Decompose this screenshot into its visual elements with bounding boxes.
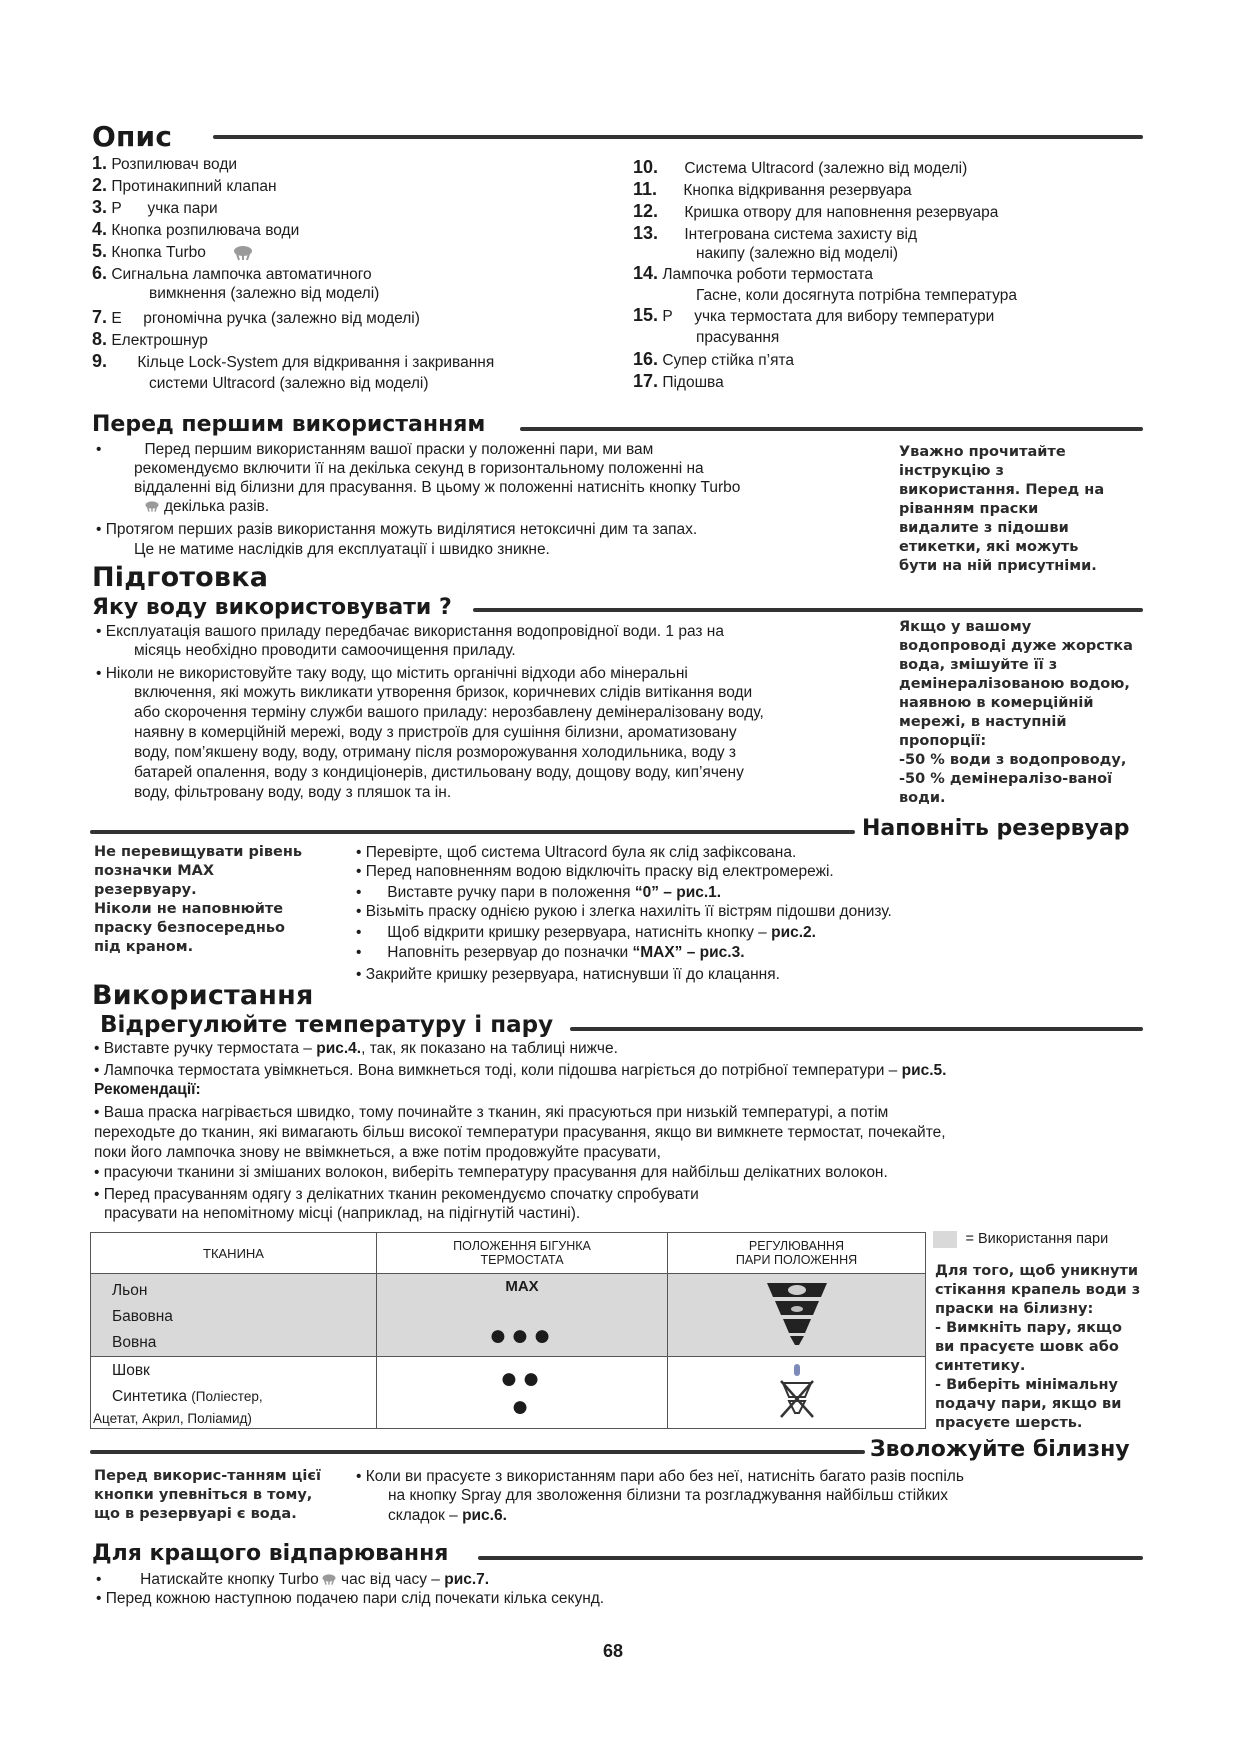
- section-title-moisten: Зволожуйте білизну: [870, 1437, 1130, 1462]
- steam-legend-text: = Використання пари: [965, 1231, 1109, 1247]
- table-header-thermostat: [377, 1233, 668, 1274]
- parts-item: системи Ultracord (залежно від моделі): [149, 375, 429, 392]
- turbo-icon: [144, 500, 160, 513]
- section-title-before-first-use: Перед першим використанням: [92, 412, 486, 437]
- text-line: [356, 883, 721, 902]
- parts-item: 14. Лампочка роботи термостата: [633, 263, 873, 283]
- text-line: [356, 923, 816, 942]
- side-line: інструкцію з: [899, 463, 1004, 479]
- side-note-water: [899, 618, 1133, 808]
- side-line: ріванням праски: [899, 501, 1039, 517]
- thermostat-dots-3: ●●●: [488, 1319, 556, 1352]
- parts-item: 10. Система Ultracord (залежно від моделі): [633, 157, 968, 177]
- side-line: води.: [899, 790, 946, 806]
- text-line: • Експлуатація вашого приладу передбачає використання водопровідної води. 1 раз на: [96, 623, 724, 640]
- side-line: використання. Перед на: [899, 482, 1105, 498]
- text-fragment: • Виставте ручку термостата –: [94, 1040, 317, 1057]
- text-fragment: складок –: [388, 1507, 463, 1524]
- parts-item: 5. Кнопка Turbo: [92, 242, 254, 262]
- text-line: • Перед наповненням водою відключіть праску від електромережі.: [356, 863, 834, 880]
- parts-item: прасування: [696, 329, 780, 346]
- parts-item: 4. Кнопка розпилювача води: [92, 219, 300, 239]
- fabric-silk: Шовк: [112, 1362, 150, 1379]
- text-line: • Протягом перших разів використання можуть виділятися нетоксичні дим та запах.: [96, 521, 698, 538]
- parts-item: 1. Розпилювач води: [92, 153, 238, 173]
- side-line: наявною в комерційній: [899, 695, 1094, 711]
- text-line: • Ваша праска нагрівається швидко, тому починайте з тканин, які прасуються при низькій температурі, а потім: [94, 1104, 889, 1121]
- text-line: • Перед першим використанням вашої праски у положенні пари, ми вам: [96, 441, 654, 458]
- side-line: Для того, щоб уникнути: [935, 1263, 1139, 1279]
- figure-ref: рис.4.: [316, 1040, 362, 1057]
- parts-item: 15. Р учка термостата для вибору температури: [633, 305, 995, 325]
- rule-temperature: [570, 1027, 1143, 1031]
- steam-legend: [933, 1230, 1108, 1249]
- rule-fill: [90, 830, 855, 834]
- text-line: [96, 1570, 489, 1589]
- side-line: вода, змішуйте її з: [899, 657, 1058, 673]
- recommendations-label: Рекомендації:: [94, 1081, 201, 1098]
- text-fragment: час від часу –: [336, 1571, 445, 1588]
- side-line: Не перевищувати рівень: [94, 844, 303, 860]
- fabric-wool: Вовна: [112, 1334, 157, 1351]
- parts-item: 9. Кільце Lock-System для відкривання і закривання: [92, 351, 495, 371]
- parts-item: 7. Е ргономічна ручка (залежно від моделі): [92, 307, 420, 327]
- side-line: Якщо у вашому: [899, 619, 1032, 635]
- text-line: • Ніколи не використовуйте таку воду, що містить органічні відходи або мінеральні: [96, 665, 688, 682]
- parts-item: 16. Супер стійка п’ята: [633, 349, 795, 369]
- side-line: праску безпосередньо: [94, 920, 285, 936]
- side-line: ви прасуєте шовк або: [935, 1339, 1119, 1355]
- side-line: праски на білизну:: [935, 1301, 1094, 1317]
- text-line: наявну в комерційній мережі, воду з пристроїв для сушіння білизни, ароматизовану: [134, 724, 737, 741]
- header-text: ПОЛОЖЕННЯ БІГУНКА: [453, 1239, 591, 1253]
- side-note-table: [935, 1262, 1140, 1433]
- table-cell-steam: [668, 1274, 926, 1357]
- side-line: - Вимкніть пару, якщо: [935, 1320, 1122, 1336]
- fabric-synthetics-note: (Поліестер,: [191, 1389, 263, 1404]
- parts-item: 11. Кнопка відкривання резервуара: [633, 179, 912, 199]
- text-line: переходьте до тканин, які вимагають більш високої температури прасування, якщо ви вимкнете термостат, почекайте,: [94, 1124, 946, 1141]
- side-line: прасуєте шерсть.: [935, 1415, 1083, 1431]
- side-note-before-first-use: [899, 443, 1104, 576]
- text-fragment: • Виставте ручку пари в положення: [356, 884, 635, 901]
- section-title-steam: Для кращого відпарювання: [92, 1541, 449, 1566]
- text-line: [388, 1506, 507, 1525]
- text-line: • Перед прасуванням одягу з делікатних тканин рекомендуємо спочатку спробувати: [94, 1186, 699, 1203]
- text-line: батарей опалення, воду з кондиціонерів, дистильовану воду, дощову воду, кип’ячену: [134, 764, 744, 781]
- parts-item: Гасне, коли досягнута потрібна температура: [696, 287, 1017, 304]
- text-fragment: , так, як показано на таблиці нижче.: [361, 1040, 618, 1057]
- table-header-steam: [668, 1233, 926, 1274]
- parts-item: 12. Кришка отвору для наповнення резервуара: [633, 201, 999, 221]
- parts-item: 8. Електрошнур: [92, 329, 208, 349]
- figure-ref: рис.2.: [771, 924, 816, 941]
- figure-ref: “0” – рис.1.: [634, 884, 722, 901]
- thermostat-max: MAX: [505, 1278, 539, 1295]
- figure-ref: рис.6.: [462, 1507, 507, 1524]
- figure-ref: “MAX” – рис.3.: [632, 944, 745, 961]
- parts-item: 6. Сигнальна лампочка автоматичного: [92, 263, 372, 283]
- table-cell-fabric: [91, 1274, 377, 1357]
- steam-legend-swatch: [933, 1231, 957, 1248]
- rule-moisten: [90, 1450, 865, 1454]
- header-text: ТЕРМОСТАТА: [480, 1253, 564, 1267]
- text-line: включення, які можуть викликати утворення бризок, коричневих слідів витікання води: [134, 684, 753, 701]
- text-fragment: декілька разів.: [164, 498, 270, 515]
- text-line: [94, 1061, 946, 1080]
- section-title-fill: Наповніть резервуар: [862, 816, 1130, 841]
- side-line: синтетику.: [935, 1358, 1026, 1374]
- side-line: Ніколи не наповнюйте: [94, 901, 284, 917]
- text-line: • прасуючи тканини зі змішаних волокон, виберіть температуру прасування для найбільш делікатних волокон.: [94, 1164, 888, 1181]
- rule-steam: [478, 1556, 1143, 1560]
- section-title-opys: Опис: [92, 120, 173, 153]
- section-title-preparation: Підготовка: [92, 562, 269, 593]
- side-note-fill: [94, 843, 302, 957]
- side-line: мережі, в наступній: [899, 714, 1067, 730]
- table-cell-steam: [668, 1357, 926, 1429]
- parts-item: 3. Р учка пари: [92, 197, 218, 217]
- turbo-icon: [232, 245, 254, 261]
- thermostat-dots-1: ●: [510, 1389, 534, 1423]
- side-line: Перед викорис-танням цієї: [94, 1468, 321, 1484]
- side-line: Уважно прочитайте: [899, 444, 1066, 460]
- header-text: ТКАНИНА: [203, 1245, 264, 1261]
- fabric-synthetics: [91, 1383, 376, 1411]
- side-line: бути на ній присутніми.: [899, 558, 1097, 574]
- text-fragment: • Наповніть резервуар до позначки: [356, 944, 633, 961]
- side-line: позначки MAX: [94, 863, 215, 879]
- text-line: на кнопку Spray для зволоження білизни та розгладжування найбільш стійких: [388, 1487, 949, 1504]
- steam-max-icon: [765, 1279, 829, 1347]
- side-line: резервуару.: [94, 882, 197, 898]
- table-row: [91, 1274, 926, 1357]
- side-line: подачу пари, якщо ви: [935, 1396, 1122, 1412]
- text-line: • Коли ви прасуєте з використанням пари або без неї, натисніть багато разів поспіль: [356, 1468, 964, 1485]
- parts-item: накипу (залежно від моделі): [696, 245, 899, 262]
- section-title-usage: Використання: [92, 980, 314, 1011]
- side-note-moisten: [94, 1467, 321, 1524]
- section-title-water: Яку воду використовувати ?: [92, 595, 452, 620]
- table-row: [91, 1357, 926, 1429]
- fabric-table: [90, 1232, 926, 1429]
- table-header-fabric: [91, 1233, 377, 1274]
- parts-item: 2. Протинакипний клапан: [92, 175, 277, 195]
- side-line: пропорції:: [899, 733, 987, 749]
- fabric-linen: Льон: [112, 1282, 148, 1299]
- parts-item: 17. Підошва: [633, 371, 724, 391]
- thermostat-dots-2: ●●: [499, 1361, 545, 1395]
- fabric-synthetics-note-2: Ацетат, Акрил, Поліамид): [93, 1411, 252, 1426]
- rule-opys: [213, 135, 1143, 139]
- table-cell-thermostat: [377, 1357, 668, 1429]
- fabric-synthetics-label: Синтетика: [112, 1388, 187, 1405]
- side-line: -50 % демінералізо-ваної: [899, 771, 1113, 787]
- parts-item: вимкнення (залежно від моделі): [149, 285, 380, 302]
- text-line: віддаленні від білизни для прасування. В цьому ж положенні натисніть кнопку Turbo: [134, 479, 741, 496]
- text-line: поки його лампочка знову не ввімкнеться, а вже потім продовжуйте прасувати,: [94, 1144, 661, 1161]
- side-line: водопроводі дуже жорстка: [899, 638, 1133, 654]
- text-line: або скорочення терміну служби вашого приладу: нерозбавлену демінералізовану воду,: [134, 704, 764, 721]
- text-line: • Перед кожною наступною подачею пари слід почекати кілька секунд.: [96, 1590, 605, 1607]
- fabric-cotton: Бавовна: [112, 1308, 173, 1325]
- text-line: [164, 497, 269, 516]
- text-line: • Перевірте, щоб система Ultracord була як слід зафіксована.: [356, 844, 797, 861]
- text-line: місяць необхідно проводити самоочищення приладу.: [134, 642, 516, 659]
- text-line: • Закрийте кришку резервуара, натиснувши її до клацання.: [356, 966, 780, 983]
- text-line: [356, 943, 745, 962]
- text-fragment: • Щоб відкрити кришку резервуара, натисніть кнопку –: [356, 924, 772, 941]
- page-number: 68: [603, 1641, 624, 1661]
- parts-item: 13. Інтегрована система захисту від: [633, 223, 918, 243]
- figure-ref: рис.5.: [901, 1062, 947, 1079]
- text-line: воду, фільтровану воду, воду з пляшок та ін.: [134, 784, 452, 801]
- text-fragment: • Лампочка термостата увімкнеться. Вона вимкнеться тоді, коли підошва нагріється до потрібної температури –: [94, 1062, 902, 1079]
- header-text: ПАРИ ПОЛОЖЕННЯ: [735, 1253, 858, 1267]
- side-line: що в резервуарі є вода.: [94, 1506, 297, 1522]
- table-cell-fabric: [91, 1357, 377, 1429]
- side-line: стікання крапель води з: [935, 1282, 1141, 1298]
- rule-water: [473, 608, 1143, 612]
- side-line: етикетки, які можуть: [899, 539, 1079, 555]
- figure-ref: рис.7.: [444, 1571, 490, 1588]
- text-fragment: • Натискайте кнопку Turbo: [96, 1571, 319, 1588]
- text-line: воду, пом’якшену воду, воду, отриману після розморожування холодильника, воду з: [134, 744, 737, 761]
- text-line: • Візьміть праску однією рукою і злегка нахиліть її вістрям підошви донизу.: [356, 903, 892, 920]
- table-cell-thermostat: [377, 1274, 668, 1357]
- side-line: демінералізованою водою,: [899, 676, 1130, 692]
- text-line: рекомендуємо включити її на декілька секунд в горизонтальному положенні на: [134, 460, 704, 477]
- section-title-temperature: Відрегулюйте температуру і пару: [100, 1012, 554, 1038]
- text-line: [94, 1039, 618, 1058]
- text-line: Це не матиме наслідків для експлуатації і швидко зникне.: [134, 541, 550, 558]
- side-line: - Виберіть мінімальну: [935, 1377, 1118, 1393]
- steam-off-icon: [777, 1363, 817, 1419]
- side-line: видалите з підошви: [899, 520, 1069, 536]
- side-line: кнопки упевніться в тому,: [94, 1487, 313, 1503]
- header-text: РЕГУЛЮВАННЯ: [748, 1239, 845, 1253]
- turbo-icon: [321, 1573, 337, 1586]
- side-line: -50 % води з водопроводу,: [899, 752, 1127, 768]
- rule-before-first-use: [520, 427, 1143, 431]
- side-line: під краном.: [94, 939, 194, 955]
- text-line: прасувати на непомітному місці (наприклад, на підігнутій частині).: [104, 1205, 581, 1222]
